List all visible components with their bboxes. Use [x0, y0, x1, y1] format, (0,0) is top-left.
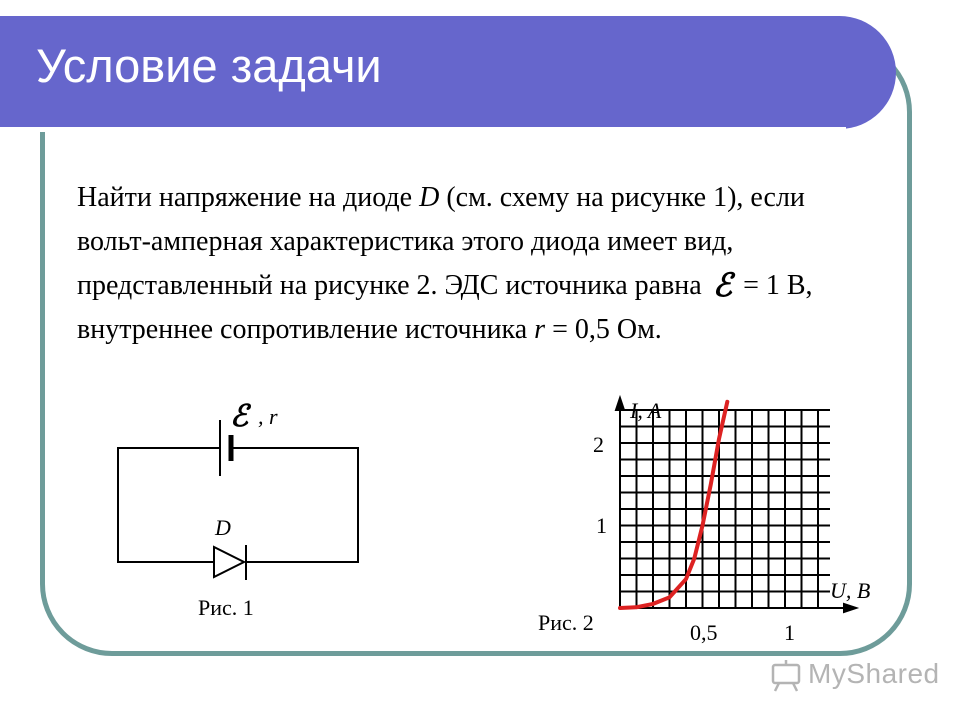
x-tick-label-1: 1 [784, 620, 795, 645]
y-tick-label-2: 2 [593, 432, 604, 457]
problem-text-1: Найти напряжение на диоде [77, 182, 420, 213]
problem-text-2: (см. схему на рисунке 1), если вольт-амперная характеристика этого диода имеет вид, представленный на рисунке 2. ЭДС источника равна [77, 182, 805, 301]
problem-text-3: = 1 В, внутреннее сопротивление источника [77, 270, 813, 345]
resistance-symbol: r [534, 314, 546, 345]
x-axis-label: U, B [830, 578, 871, 603]
circuit-r-label: , r [258, 404, 278, 429]
x-axis-arrow [844, 604, 856, 612]
figure2-caption: Рис. 2 [538, 610, 594, 635]
logo-text: MyShared [808, 658, 940, 689]
chart-grid [620, 410, 830, 608]
slide-title: Условие задачи [36, 39, 382, 92]
figure1-caption: Рис. 1 [198, 595, 254, 620]
circuit-diode-label: D [215, 515, 231, 540]
y-axis-label: I, A [630, 398, 662, 423]
presentation-icon [773, 660, 799, 691]
problem-text-4: = 0,5 Ом. [545, 314, 662, 345]
x-tick-label-0-5: 0,5 [690, 620, 718, 645]
diode-symbol: D [419, 182, 440, 213]
emf-symbol: ℰ [712, 266, 733, 304]
y-axis-arrow [616, 398, 624, 410]
y-tick-label-1: 1 [596, 513, 607, 538]
circuit-emf-label: ℰ [230, 399, 249, 434]
